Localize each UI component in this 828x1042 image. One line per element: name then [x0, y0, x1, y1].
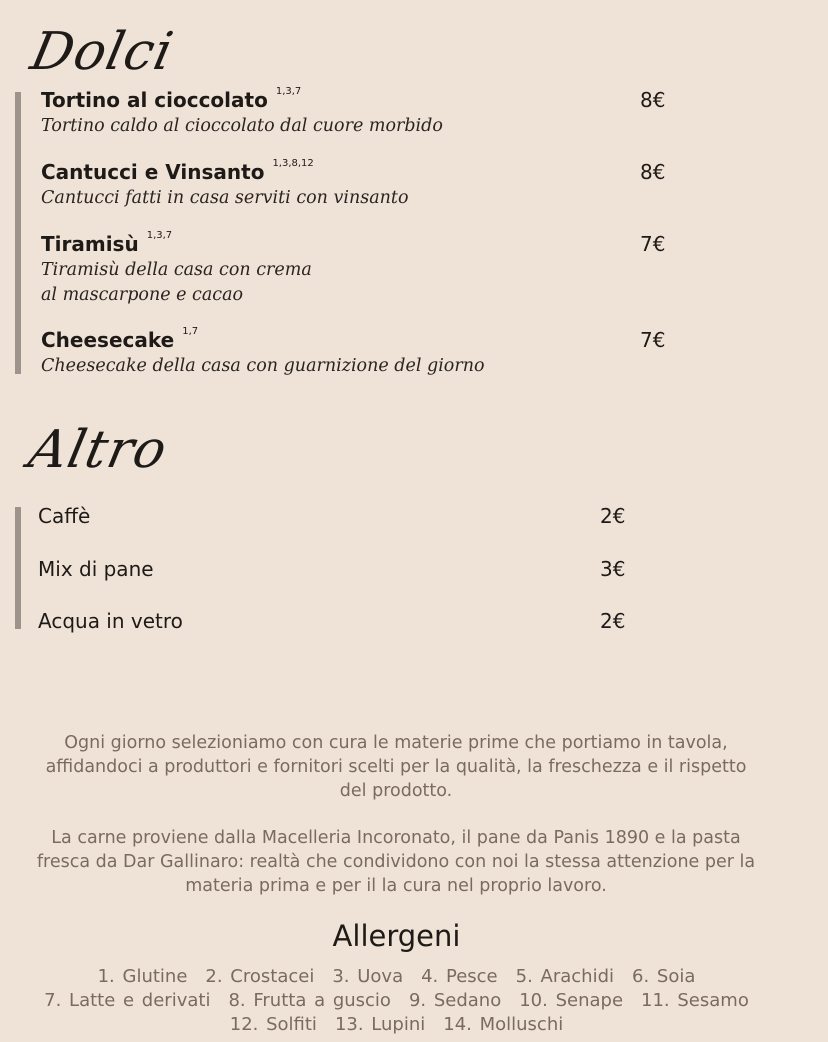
allergen-line — [0, 990, 793, 1011]
allergen-item: 6. Soia — [632, 966, 696, 987]
item-price: 8€ — [640, 88, 666, 112]
allergen-item: 2. Crostacei — [205, 966, 315, 987]
allergen-title: Allergeni — [332, 919, 461, 953]
allergen-item: 7. Latte e derivati — [44, 990, 211, 1011]
allergen-item: 12. Solfiti — [229, 1014, 317, 1035]
item-allergens: 1,3,8,12 — [272, 158, 314, 169]
item-price: 7€ — [640, 328, 666, 352]
allergen-item: 5. Arachidi — [515, 966, 614, 987]
item-name: Tiramisù — [41, 232, 139, 256]
menu-item — [41, 88, 828, 139]
section-bar-dolci — [15, 92, 21, 374]
info-paragraph-1: Ogni giorno selezioniamo con cura le materie prime che portiamo in tavola, affidandoci a produttori e fornitori scelti per la qualità, la freschezza e il rispetto del prodotto. — [45, 733, 747, 801]
menu-item-name: Acqua in vetro — [38, 609, 183, 633]
menu-item — [41, 160, 828, 211]
allergen-item: 8. Frutta a guscio — [228, 990, 391, 1011]
allergen-item: 11. Sesamo — [641, 990, 749, 1011]
item-allergens: 1,3,7 — [275, 86, 302, 97]
item-allergens: 1,7 — [182, 326, 199, 337]
item-price: 8€ — [640, 160, 666, 184]
menu-item-price: 2€ — [600, 609, 626, 633]
item-name: Cheesecake — [41, 328, 175, 352]
allergen-item: 13. Lupini — [334, 1014, 426, 1035]
item-name: Cantucci e Vinsanto — [41, 160, 265, 184]
allergen-line — [0, 1014, 793, 1035]
menu-item-name: Caffè — [38, 504, 91, 528]
allergen-item: 14. Molluschi — [443, 1014, 564, 1035]
section-bar-altro — [15, 507, 21, 629]
menu-item-price: 2€ — [600, 504, 626, 528]
menu-item-name: Mix di pane — [38, 557, 154, 581]
item-description: Tortino caldo al cioccolato dal cuore morbido — [41, 116, 443, 136]
item-allergens: 1,3,7 — [146, 230, 173, 241]
allergen-item: 9. Sedano — [408, 990, 502, 1011]
allergen-item: 10. Senape — [519, 990, 624, 1011]
menu-item — [41, 328, 828, 379]
allergen-line — [0, 966, 793, 987]
section-title-dolci: Dolci — [25, 22, 179, 82]
item-price: 7€ — [640, 232, 666, 256]
item-description: Tiramisù della casa con crema al mascarpone e cacao — [41, 260, 312, 305]
menu-item-price: 3€ — [600, 557, 626, 581]
info-paragraph-2: La carne proviene dalla Macelleria Incoronato, il pane da Panis 1890 e la pasta fresca da Dar Gallinaro: realtà che condividono con noi la stessa attenzione per la materia prima e per il la cura nel proprio lavoro. — [36, 828, 756, 896]
menu-item — [41, 232, 828, 308]
item-name: Tortino al cioccolato — [41, 88, 268, 112]
allergen-item: 3. Uova — [332, 966, 404, 987]
allergen-item: 1. Glutine — [97, 966, 188, 987]
section-title-altro: Altro — [23, 420, 173, 480]
item-description: Cheesecake della casa con guarnizione del giorno — [41, 356, 485, 376]
allergen-item: 4. Pesce — [421, 966, 498, 987]
item-description: Cantucci fatti in casa serviti con vinsanto — [41, 188, 409, 208]
